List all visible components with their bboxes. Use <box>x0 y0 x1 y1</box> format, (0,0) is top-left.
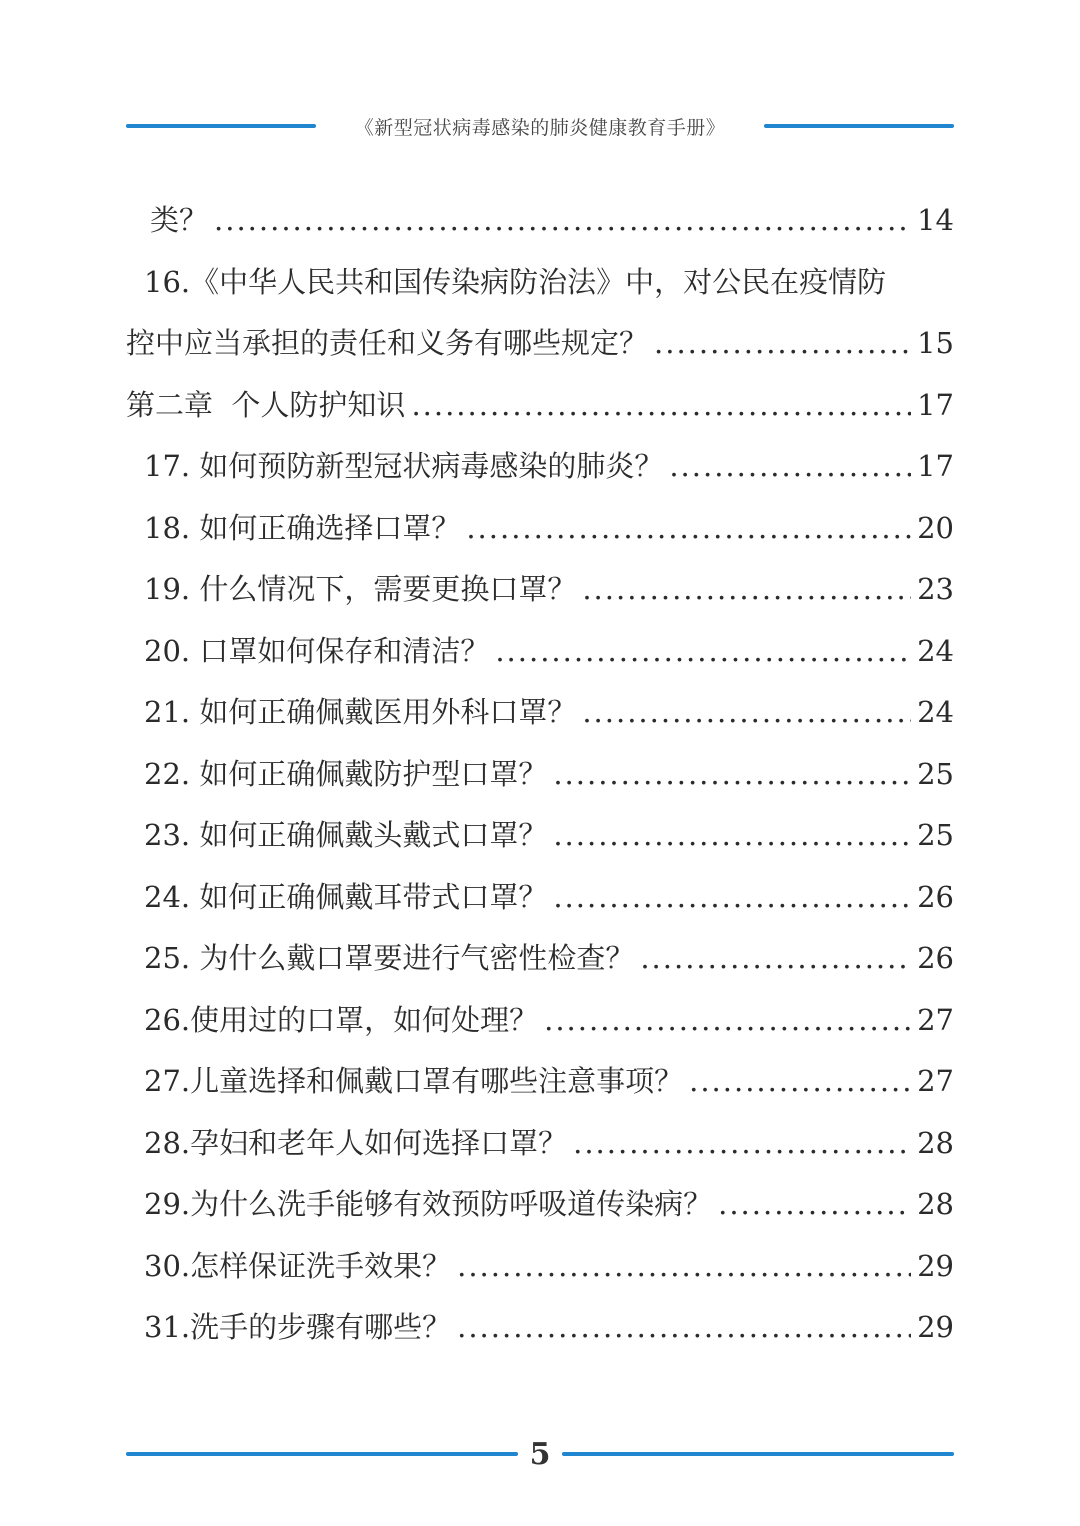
toc-leader-dots <box>689 1051 911 1113</box>
toc-entry <box>126 559 954 621</box>
toc-entry <box>126 1297 954 1359</box>
toc-entry <box>126 928 954 990</box>
table-of-contents <box>126 190 954 1359</box>
toc-leader-dots <box>553 867 911 929</box>
toc-entry-label: 19. 什么情况下，需要更换口罩？ <box>144 572 577 606</box>
toc-entry-label: 22. 如何正确佩戴防护型口罩？ <box>144 756 548 791</box>
toc-entry-page: 24 <box>917 695 954 729</box>
toc-leader-dots <box>411 375 911 437</box>
toc-entry <box>126 621 954 683</box>
toc-entry-label: 25. 为什么戴口罩要进行气密性检查？ <box>144 941 635 975</box>
toc-chapter-heading <box>126 375 954 437</box>
toc-entry-page: 17 <box>917 449 954 483</box>
toc-entry-label: 23. 如何正确佩戴头戴式口罩？ <box>144 818 548 852</box>
toc-entry-page: 25 <box>917 756 954 791</box>
toc-entry-page: 26 <box>917 941 954 975</box>
toc-entry-page: 29 <box>917 1248 954 1283</box>
toc-leader-dots <box>457 1236 911 1298</box>
toc-leader-dots <box>582 682 911 744</box>
header-rule-left <box>126 124 316 128</box>
toc-leader-dots <box>573 1113 911 1175</box>
toc-leader-dots <box>457 1297 911 1359</box>
toc-entry-label: 28.孕妇和老年人如何选择口罩？ <box>144 1125 568 1160</box>
toc-entry-page: 23 <box>917 572 954 606</box>
toc-entry-page: 28 <box>917 1187 954 1221</box>
toc-leader-dots <box>640 928 911 990</box>
toc-chapter-label: 第二章 个人防护知识 <box>126 387 406 422</box>
toc-entry-page: 27 <box>917 1064 954 1098</box>
toc-entry-page: 26 <box>917 879 954 914</box>
page-footer <box>126 1432 954 1476</box>
toc-leader-dots <box>553 805 911 867</box>
toc-entry-label: 29.为什么洗手能够有效预防呼吸道传染病？ <box>144 1187 713 1221</box>
toc-entry <box>126 1051 954 1113</box>
toc-entry-page: 25 <box>917 818 954 852</box>
toc-entry-page: 28 <box>917 1125 954 1160</box>
toc-entry-label: 27.儿童选择和佩戴口罩有哪些注意事项？ <box>144 1064 684 1098</box>
toc-entry <box>126 498 954 560</box>
header-rule-right <box>764 124 954 128</box>
toc-leader-dots <box>654 313 911 375</box>
toc-entry-page: 15 <box>917 326 954 360</box>
footer-rule-left <box>126 1452 518 1456</box>
toc-entry <box>126 990 954 1052</box>
toc-entry-page: 29 <box>917 1310 954 1344</box>
toc-leader-dots <box>718 1174 911 1236</box>
toc-entry <box>126 867 954 929</box>
page-number: 5 <box>529 1436 551 1472</box>
toc-entry-16-line2 <box>126 313 954 375</box>
toc-entry-label: 16.《中华人民共和国传染病防治法》中，对公民在疫情防 <box>144 264 887 299</box>
toc-leader-dots <box>214 190 911 252</box>
toc-entry-label: 31.洗手的步骤有哪些？ <box>144 1310 452 1344</box>
toc-entry-page: 27 <box>917 1002 954 1037</box>
toc-leader-dots <box>582 559 911 621</box>
toc-entry <box>126 1236 954 1298</box>
page-header <box>126 104 954 148</box>
toc-leader-dots <box>669 436 911 498</box>
footer-rule-right <box>562 1452 954 1456</box>
toc-entry-page: 24 <box>917 633 954 668</box>
toc-entry-label: 18. 如何正确选择口罩？ <box>144 510 461 545</box>
toc-entry <box>126 744 954 806</box>
toc-entry-label: 24. 如何正确佩戴耳带式口罩？ <box>144 879 548 914</box>
toc-entry-label: 26.使用过的口罩，如何处理？ <box>144 1002 539 1037</box>
toc-entry-label: 控中应当承担的责任和义务有哪些规定？ <box>126 326 649 360</box>
toc-entry-page: 20 <box>917 510 954 545</box>
toc-leader-dots <box>466 498 911 560</box>
toc-entry-label: 30.怎样保证洗手效果？ <box>144 1248 452 1283</box>
toc-entry-label: 17. 如何预防新型冠状病毒感染的肺炎？ <box>144 449 664 483</box>
toc-entry-label: 21. 如何正确佩戴医用外科口罩？ <box>144 695 577 729</box>
toc-entry <box>126 436 954 498</box>
toc-entry <box>126 805 954 867</box>
toc-entry-label: 20. 口罩如何保存和清洁？ <box>144 633 490 668</box>
toc-entry-continuation <box>126 190 954 252</box>
toc-entry-label: 类？ <box>150 203 209 237</box>
toc-leader-dots <box>553 744 911 806</box>
toc-entry-page: 17 <box>917 387 954 422</box>
document-title: 《新型冠状病毒感染的肺炎健康教育手册》 <box>354 116 726 139</box>
toc-entry <box>126 1113 954 1175</box>
toc-entry-page: 14 <box>917 203 954 237</box>
toc-entry <box>126 1174 954 1236</box>
toc-entry <box>126 682 954 744</box>
toc-entry-16-line1 <box>126 252 954 314</box>
toc-leader-dots <box>495 621 911 683</box>
toc-leader-dots <box>544 990 911 1052</box>
